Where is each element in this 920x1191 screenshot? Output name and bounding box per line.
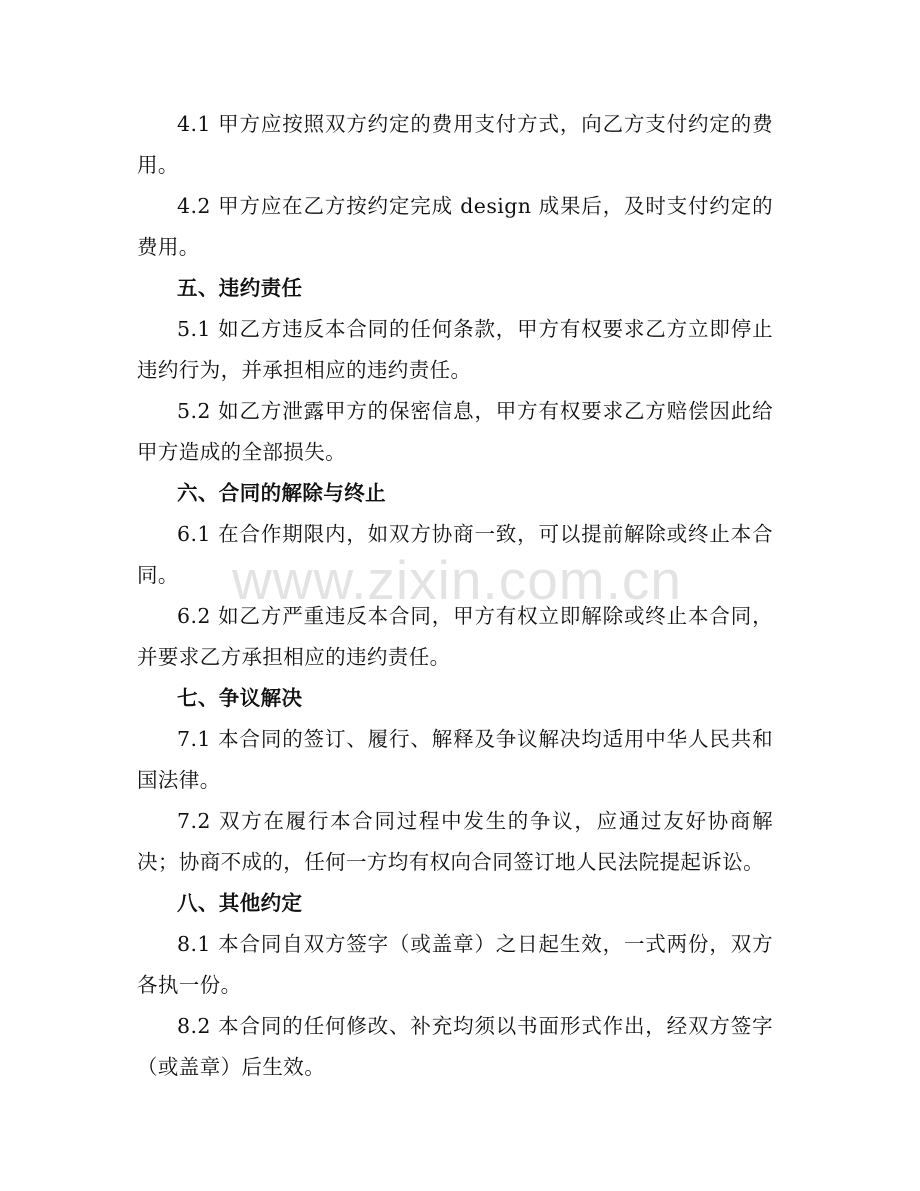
watermark-text: www.zixin.com.cn [232,549,682,611]
clause-7-2: 7.2 双方在履行本合同过程中发生的争议，应通过友好协商解决；协商不成的，任何一方均有权向合同签订地人民法院提起诉讼。 [137,809,773,874]
clause-8-1: 8.1 本合同自双方签字（或盖章）之日起生效，一式两份，双方各执一份。 [137,932,773,997]
clause-5-1: 5.1 如乙方违反本合同的任何条款，甲方有权要求乙方立即停止违约行为，并承担相应的违约责任。 [137,317,773,382]
clause-6-1: 6.1 在合作期限内，如双方协商一致，可以提前解除或终止本合同。 [137,522,773,587]
clause-7-1: 7.1 本合同的签订、履行、解释及争议解决均适用中华人民共和国法律。 [137,727,773,792]
clause-8-2: 8.2 本合同的任何修改、补充均须以书面形式作出，经双方签字（或盖章）后生效。 [137,1014,773,1079]
clause-4-1: 4.1 甲方应按照双方约定的费用支付方式，向乙方支付约定的费用。 [137,112,773,177]
clause-6-2: 6.2 如乙方严重违反本合同，甲方有权立即解除或终止本合同，并要求乙方承担相应的违约责任。 [137,604,773,669]
section-heading-disputes: 七、争议解决 [177,686,303,710]
clause-4-2: 4.2 甲方应在乙方按约定完成 design 成果后，及时支付约定的费用。 [137,194,773,259]
section-heading-other: 八、其他约定 [177,891,303,915]
clause-5-2: 5.2 如乙方泄露甲方的保密信息，甲方有权要求乙方赔偿因此给甲方造成的全部损失。 [137,399,773,464]
section-heading-termination: 六、合同的解除与终止 [177,481,386,505]
document-body [137,104,773,1088]
section-heading-breach: 五、违约责任 [177,276,303,300]
